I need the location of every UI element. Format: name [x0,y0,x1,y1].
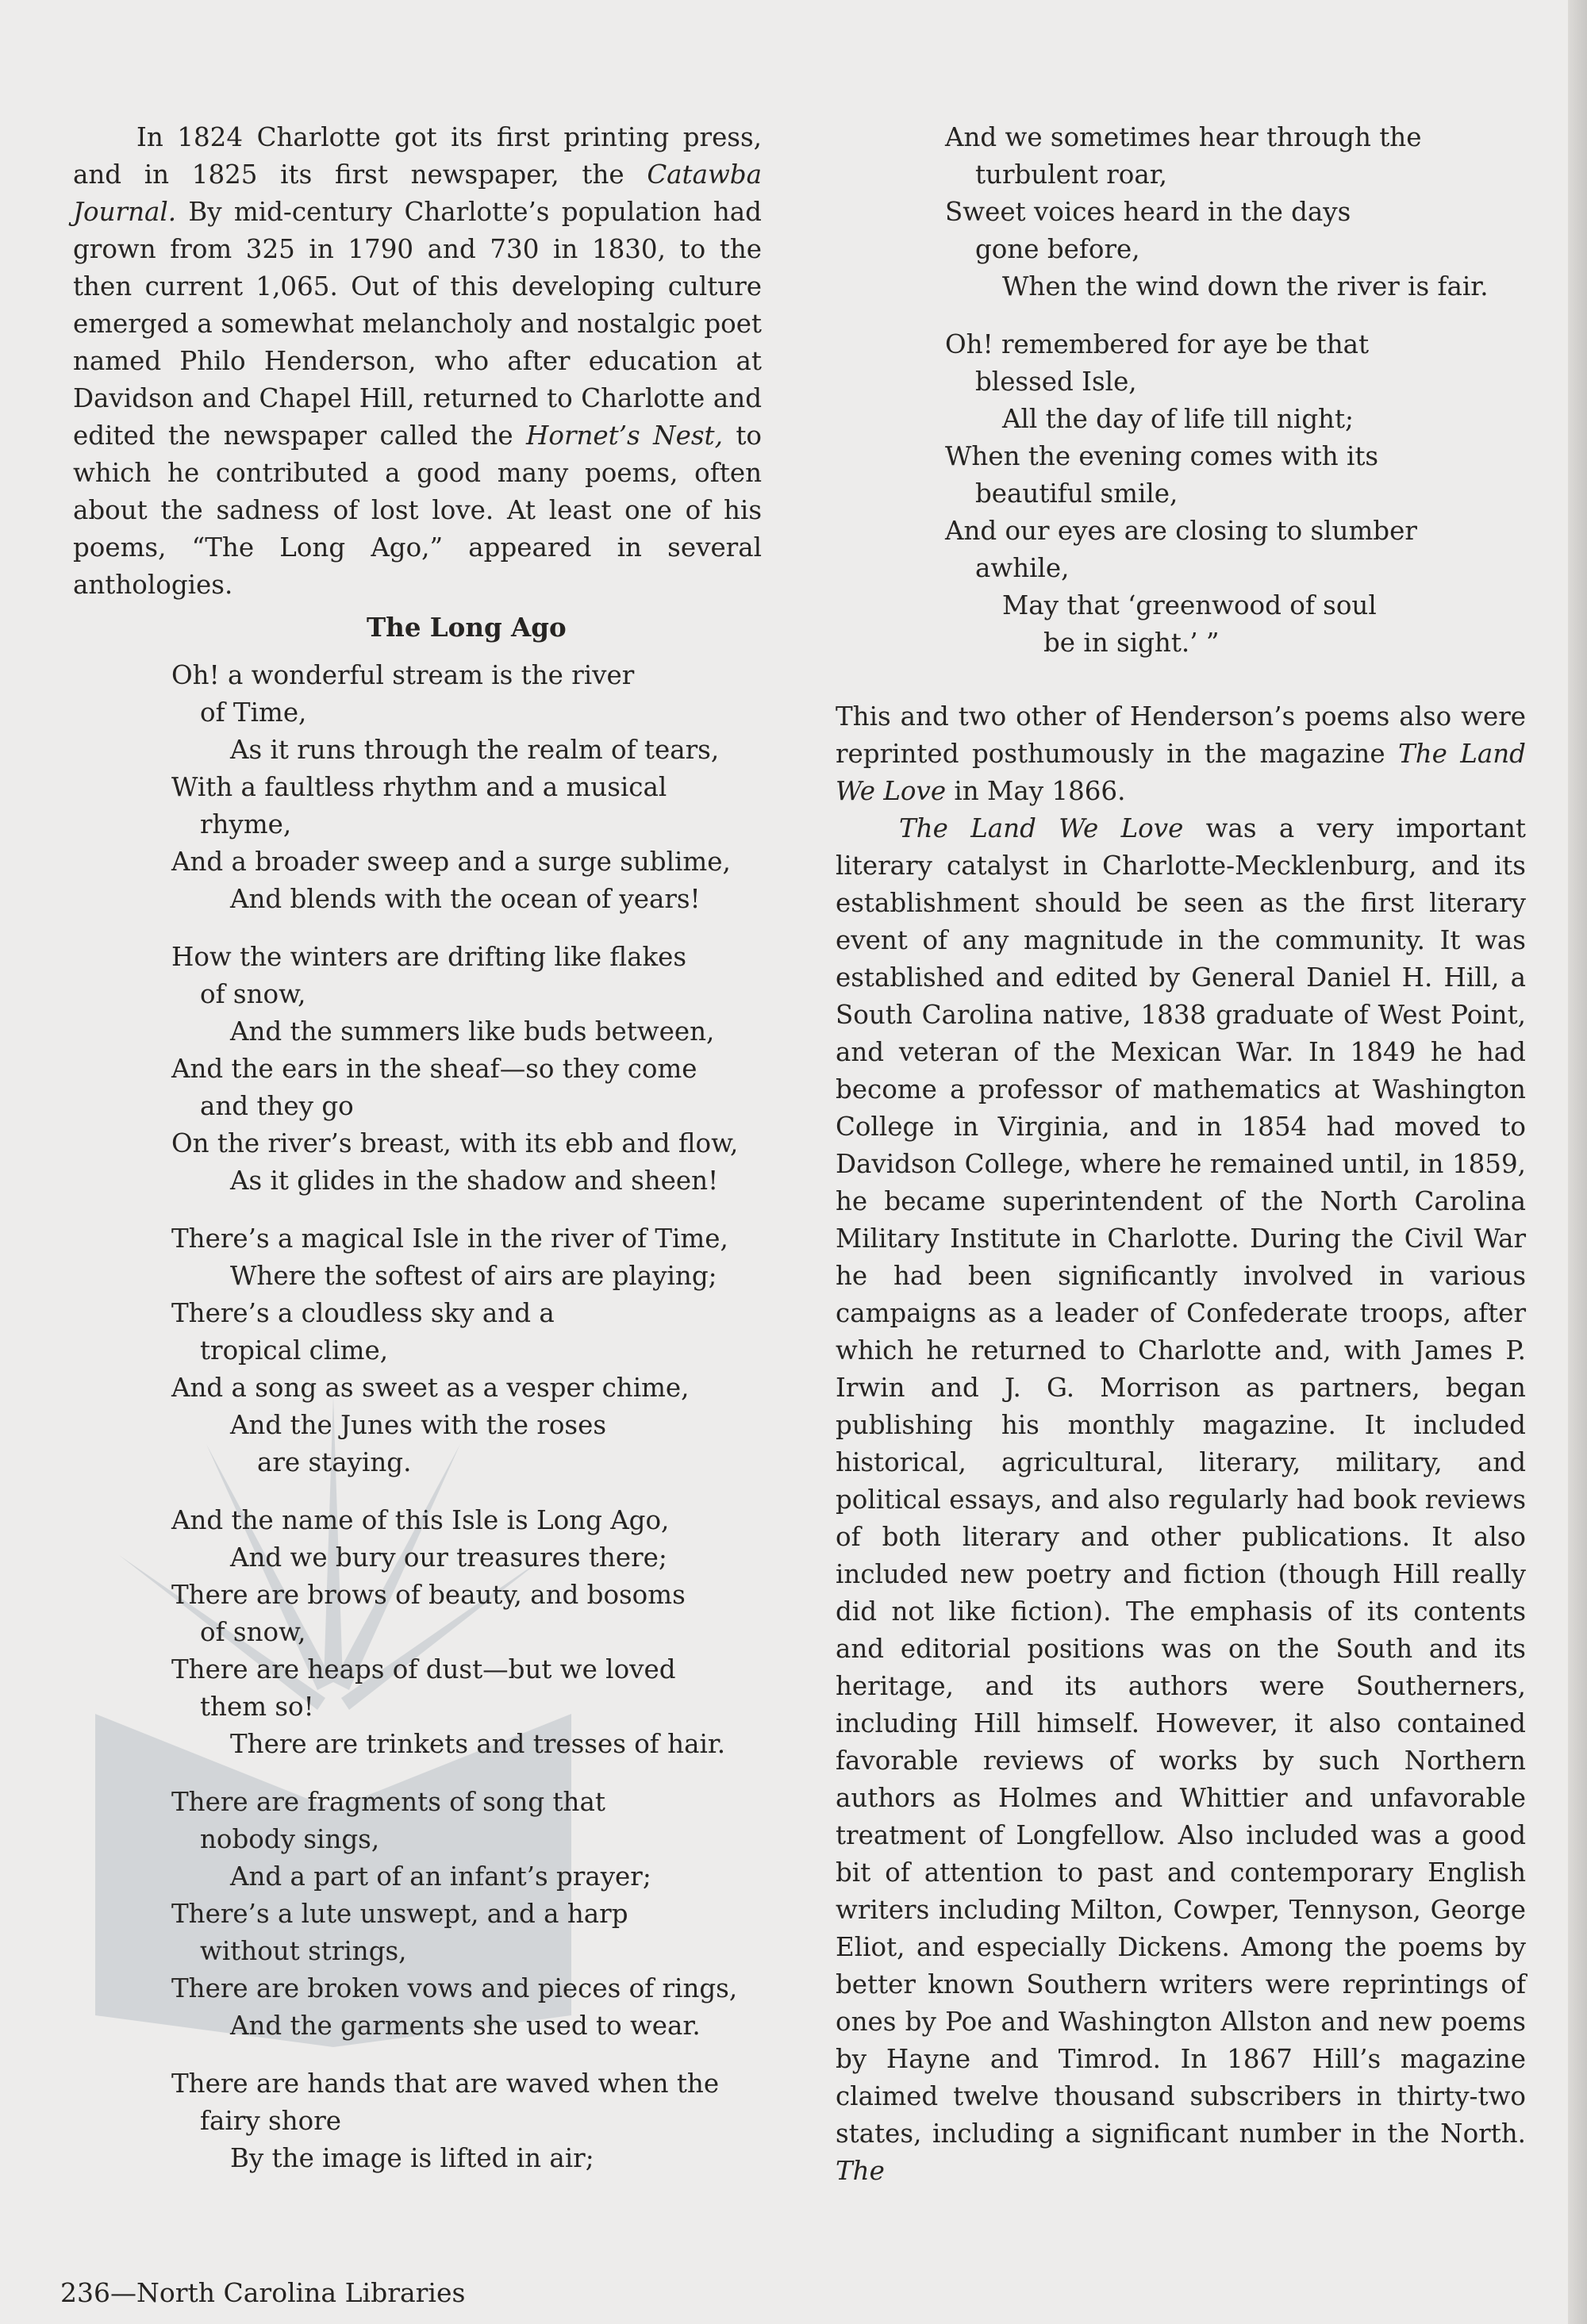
poem-line: fairy shore [200,2106,341,2136]
poem-line: And the garments she used to wear. [230,2011,701,2041]
catawba-journal-title: Catawba Journal. [73,159,762,227]
poem-line: And the ears in the sheaf—so they come [171,1054,697,1084]
poem-line: There are broken vows and pieces of rings, [171,1973,738,2003]
intro-text-2: By mid-century Charlotte’s population had grown from 325 in 1790 and 730 in 1830, to the then current 1,065. Out of this developing culture emerged a somewhat melancholy and nostalgic poet named Philo Henderson, who after education at Davidson and Chapel Hill, returned to Charlotte and edited the newspaper called the [73,197,762,451]
poem-line: As it glides in the shadow and sheen! [230,1166,719,1196]
poem-line: And we sometimes hear through the [945,122,1422,152]
left-column [73,119,762,2177]
land-we-love-text: was a very important literary catalyst in Charlotte-Mecklenburg, and its establishment should be seen as the first literary event of any magnitude in the community. It was established and edited by General Daniel H. Hill, a South Carolina native, 1838 graduate of West Point, and veteran of the Mexican War. In 1849 he had become a professor of mathematics at Washington College in Virginia, and in 1854 had moved to Davidson College, where he remained until, in 1859, he became superintendent of the North Carolina Military Institute in Charlotte. During the Civil War he had been significantly involved in various campaigns as a leader of Confederate troops, after which he returned to Charlotte and, with James P. Irwin and J. G. Morrison as partners, began publishing his monthly magazine. It included historical, agricultural, literary, military, and political essays, and also regularly had book reviews of both literary and other publications. It also included new poetry and fiction (though Hill really did not like fiction). The emphasis of its contents and editorial positions was on the South and its heritage, and its authors were Southerners, including Hill himself. However, it also contained favorable reviews of works by such Northern authors as Holmes and Whittier and unfavorable treatment of Longfellow. Also included was a good bit of attention to past and contemporary English writers including Milton, Cowper, Tennyson, George Eliot, and especially Dickens. Among the poems by better known Southern writers were reprintings of ones by Poe and Washington Allston and new poems by Hayne and Timrod. In 1867 Hill’s magazine claimed twelve thousand subscribers in thirty-two states, including a significant number in the North. [836,813,1526,2149]
poem-line: of Time, [200,697,307,728]
poem-line: rhyme, [200,809,292,839]
poem-line: of snow, [200,979,306,1009]
poem-line: There are brows of beauty, and bosoms [171,1580,686,1610]
intro-text-1: In 1824 Charlotte got its first printing press, and in 1825 its first newspaper, the [73,122,762,190]
poem-line: And the Junes with the roses [230,1410,607,1440]
poem-line: With a faultless rhythm and a musical [171,772,667,802]
poem-line: By the image is lifted in air; [230,2143,594,2173]
poem-line: are staying. [257,1447,412,1477]
stanza-break [836,305,1526,326]
poem-line: And a broader sweep and a surge sublime, [171,847,731,877]
poem-line: As it runs through the realm of tears, [230,735,720,765]
poem-line: And the name of this Isle is Long Ago, [171,1505,670,1535]
poem-line: nobody sings, [200,1824,380,1854]
hornets-nest-title: Hornet’s Nest, [526,421,723,451]
poem-line: May that ‘greenwood of soul [1002,590,1377,620]
poem-line: turbulent roar, [975,159,1167,190]
right-column [836,119,1526,2190]
reprint-paragraph [836,698,1526,810]
stanza-break [73,918,762,939]
land-we-love-paragraph [836,810,1526,2190]
poem-line: gone before, [975,234,1140,264]
poem-line: All the day of life till night; [1002,404,1354,434]
poem-line: without strings, [200,1936,407,1966]
poem-line: of snow, [200,1617,306,1647]
poem-line: Oh! remembered for aye be that [945,329,1370,359]
poem-line: them so! [200,1692,314,1722]
poem-line: There’s a cloudless sky and a [171,1298,555,1328]
poem-line: There’s a lute unswept, and a harp [171,1899,628,1929]
poem-line: There’s a magical Isle in the river of Time, [171,1223,728,1254]
magazine-title-2: The Land We Love [899,813,1184,843]
intro-text-3: to which he contributed a good many poems, often about the sadness of lost love. At least one of his poems, “The Long Ago,” appeared in several anthologies. [73,421,762,600]
poem-line: There are fragments of song that [171,1787,605,1817]
stanza-break [73,1481,762,1502]
poem-right [836,119,1526,662]
poem-left [73,657,762,2177]
poem-line: and they go [200,1091,354,1121]
poem-line: And our eyes are closing to slumber [945,516,1417,546]
page-edge [1568,0,1587,2324]
poem-line: There are trinkets and tresses of hair. [230,1729,726,1759]
poem-line: Oh! a wonderful stream is the river [171,660,635,690]
poem-line: And we bury our treasures there; [230,1542,667,1573]
poem-line: There are hands that are waved when the [171,2069,720,2099]
poem-line: When the wind down the river is fair. [1002,271,1489,302]
poem-line: And the summers like buds between, [230,1016,715,1047]
poem-line: On the river’s breast, with its ebb and flow, [171,1128,739,1158]
poem-line: There are heaps of dust—but we loved [171,1654,676,1684]
reprint-text: This and two other of Henderson’s poems also were reprinted posthumously in the magazine [836,701,1526,769]
poem-line: When the evening comes with its [945,441,1379,471]
poem-line: beautiful smile, [975,478,1178,509]
stanza-break [73,1763,762,1784]
poem-line: tropical clime, [200,1335,389,1366]
poem-line: blessed Isle, [975,367,1137,397]
magazine-title-continued: The [836,2156,885,2186]
magazine-title: The Land We Love [836,739,1526,806]
poem-line: Sweet voices heard in the days [945,197,1351,227]
poem-line: And a song as sweet as a vesper chime, [171,1373,690,1403]
reprint-date: in May 1866. [946,776,1126,806]
poem-line: awhile, [975,553,1070,583]
stanza-break [73,2045,762,2065]
poem-line: be in sight.’ ” [1043,628,1220,658]
intro-paragraph [73,119,762,604]
poem-line: Where the softest of airs are playing; [230,1261,717,1291]
stanza-break [73,1200,762,1220]
poem-title: The Long Ago [367,612,567,643]
poem-line: And blends with the ocean of years! [230,884,701,914]
poem-line: And a part of an infant’s prayer; [230,1861,651,1892]
page-footer: 236—North Carolina Libraries [60,2277,466,2308]
poem-line: How the winters are drifting like flakes [171,942,687,972]
